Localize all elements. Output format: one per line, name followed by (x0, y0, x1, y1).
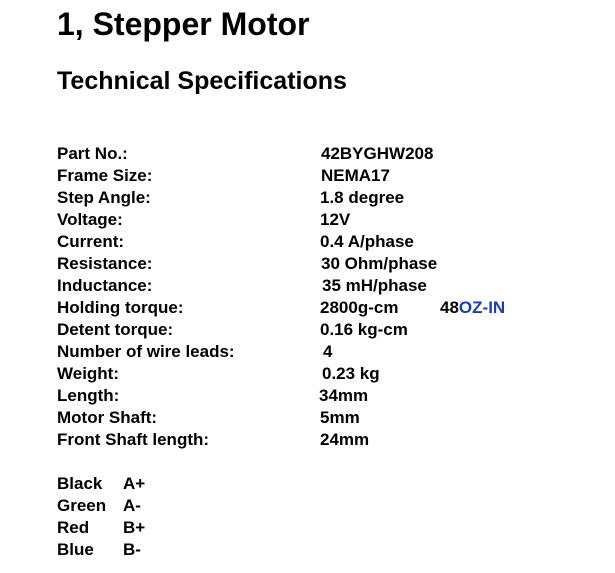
wire-color: Black (57, 474, 103, 493)
spec-label: Part No.: (57, 144, 128, 163)
spec-value: 30 Ohm/phase (321, 254, 438, 273)
torque-imperial-number: 48 (440, 298, 459, 317)
spec-row-weight (57, 363, 597, 385)
spec-row-frame-size (57, 165, 597, 187)
spec-row-step-angle (57, 187, 597, 209)
spec-row-motor-shaft (57, 407, 597, 429)
torque-imperial-unit: OZ-IN (458, 298, 506, 317)
spec-label: Number of wire leads: (57, 342, 235, 361)
spec-label: Front Shaft length: (57, 430, 210, 449)
spec-value: 34mm (319, 386, 369, 405)
wire-pin: B+ (123, 518, 146, 537)
wire-color: Green (57, 496, 107, 515)
wire-pin: A- (123, 496, 141, 515)
spec-label: Step Angle: (57, 188, 151, 207)
spec-label: Length: (57, 386, 120, 405)
spec-row-holding-torque (57, 297, 597, 319)
spec-value: 35 mH/phase (322, 276, 427, 295)
spec-row-part-no (57, 143, 597, 165)
spec-row-voltage (57, 209, 597, 231)
wire-color: Blue (57, 540, 94, 559)
spec-label: Holding torque: (57, 298, 184, 317)
wire-color: Red (57, 518, 90, 537)
spec-value: NEMA17 (321, 166, 390, 185)
wire-pin: A+ (123, 474, 146, 493)
spec-row-inductance (57, 275, 597, 297)
spec-label: Voltage: (57, 210, 123, 229)
spec-row-current (57, 231, 597, 253)
spec-value: 0.23 kg (322, 364, 380, 383)
spec-label: Resistance: (57, 254, 153, 273)
spec-label: Current: (57, 232, 125, 251)
spec-label: Weight: (57, 364, 120, 383)
torque-imperial (440, 297, 505, 319)
spec-value: 5mm (320, 408, 360, 427)
spec-value: 24mm (320, 430, 370, 449)
spec-value: 0.16 kg-cm (320, 320, 408, 339)
spec-value: 0.4 A/phase (320, 232, 414, 251)
spec-row-detent-torque (57, 319, 597, 341)
spec-row-length (57, 385, 597, 407)
spec-value: 1.8 degree (320, 188, 405, 207)
section-heading: Technical Specifications (57, 67, 347, 95)
spec-value: 2800g-cm (320, 298, 399, 317)
spec-row-resistance (57, 253, 597, 275)
page-title: 1, Stepper Motor (57, 6, 310, 42)
spec-value: 12V (320, 210, 351, 229)
spec-row-wire-leads (57, 341, 597, 363)
spec-label: Motor Shaft: (57, 408, 158, 427)
wire-pin: B- (123, 540, 141, 559)
spec-label: Inductance: (57, 276, 153, 295)
spec-list (57, 143, 597, 451)
spec-label: Frame Size: (57, 166, 153, 185)
spec-row-front-shaft-length (57, 429, 597, 451)
spec-value: 42BYGHW208 (321, 144, 434, 163)
spec-value: 4 (323, 342, 333, 361)
spec-label: Detent torque: (57, 320, 174, 339)
